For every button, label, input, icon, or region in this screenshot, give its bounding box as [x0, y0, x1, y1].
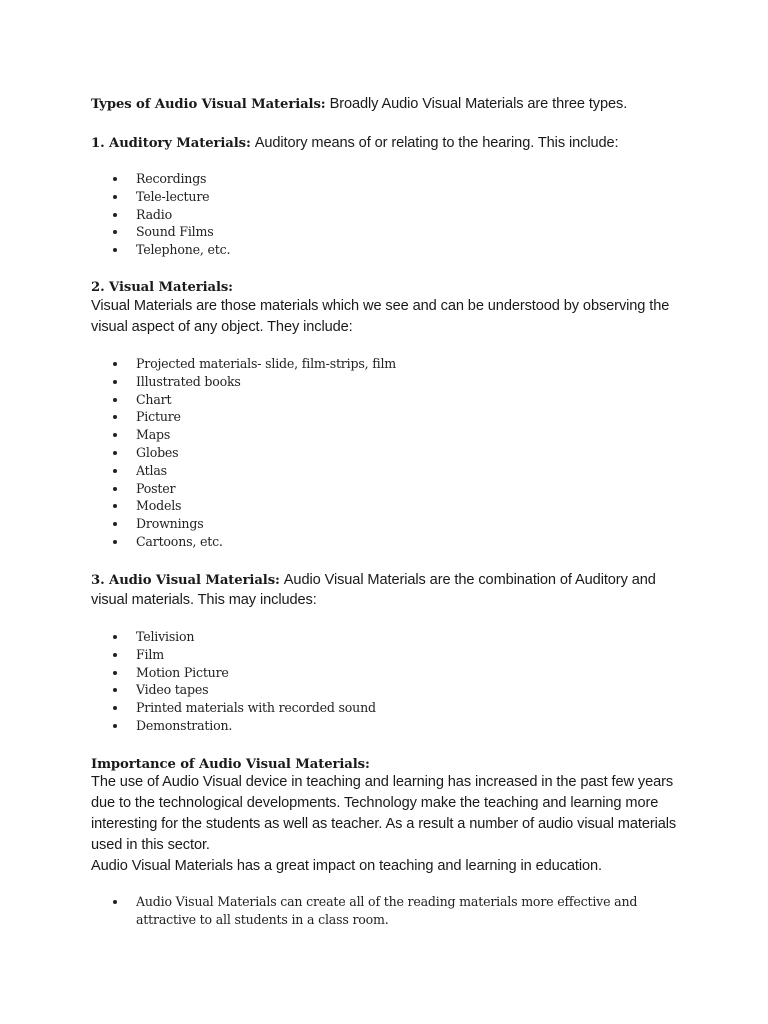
intro-line [91, 95, 627, 113]
bullet-icon [113, 487, 117, 491]
bullet-icon [113, 177, 117, 181]
bullet-icon [113, 688, 117, 692]
bullet-icon [113, 195, 117, 199]
list-item: Sound Films [91, 223, 651, 241]
bullet-icon [113, 671, 117, 675]
auditory-heading: 1. Auditory Materials: [91, 136, 251, 151]
auditory-text: Auditory means of or relating to the hearing. This include: [254, 135, 619, 151]
bullet-icon [113, 398, 117, 402]
intro-text: Broadly Audio Visual Materials are three types. [329, 96, 628, 112]
importance-paragraph-2: Audio Visual Materials has a great impact on teaching and learning in education. [91, 858, 602, 874]
list-item: Maps [91, 426, 651, 444]
bullet-icon [113, 380, 117, 384]
list-item: Projected materials- slide, film-strips, film [91, 355, 651, 373]
bullet-icon [113, 230, 117, 234]
audio-visual-list [91, 628, 651, 735]
bullet-icon [113, 415, 117, 419]
list-item: Tele-lecture [91, 188, 651, 206]
list-item: Illustrated books [91, 373, 651, 391]
auditory-list [91, 170, 651, 259]
list-item: Telivision [91, 628, 651, 646]
bullet-icon [113, 469, 117, 473]
audio-visual-line [91, 571, 656, 589]
list-item: Poster [91, 480, 651, 498]
visual-list [91, 355, 651, 551]
bullet-icon [113, 540, 117, 544]
bullet-icon [113, 653, 117, 657]
auditory-line [91, 134, 618, 152]
list-item: Video tapes [91, 681, 651, 699]
audio-visual-text-line1: Audio Visual Materials are the combination of Auditory and [283, 572, 656, 588]
importance-list [91, 893, 641, 929]
bullet-icon [113, 504, 117, 508]
bullet-icon [113, 522, 117, 526]
bullet-icon [113, 706, 117, 710]
bullet-icon [113, 213, 117, 217]
bullet-icon [113, 362, 117, 366]
bullet-icon [113, 248, 117, 252]
list-item: Audio Visual Materials can create all of the reading materials more effective and attractive to all students in a class room. [91, 893, 641, 929]
visual-description: Visual Materials are those materials which we see and can be understood by observing the visual aspect of any object. They include: [91, 298, 670, 335]
visual-heading: 2. Visual Materials: [91, 280, 233, 295]
list-item: Radio [91, 206, 651, 224]
list-item: Drownings [91, 515, 651, 533]
bullet-icon [113, 724, 117, 728]
bullet-icon [113, 900, 117, 904]
importance-paragraph-1: The use of Audio Visual device in teaching and learning has increased in the past few years due to the technological developments. Technology make the teaching and learning more interesting for the students as well as teacher. As a result a number of audio visual materials used in this sector. [91, 774, 677, 853]
list-item: Demonstration. [91, 717, 651, 735]
list-item: Motion Picture [91, 664, 651, 682]
importance-heading-line [91, 755, 370, 773]
audio-visual-heading: 3. Audio Visual Materials: [91, 573, 280, 588]
list-item: Models [91, 497, 651, 515]
bullet-icon [113, 635, 117, 639]
bullet-icon [113, 433, 117, 437]
list-item: Atlas [91, 462, 651, 480]
audio-visual-text-line2: visual materials. This may includes: [91, 592, 317, 608]
list-item: Recordings [91, 170, 651, 188]
list-item: Telephone, etc. [91, 241, 651, 259]
list-item: Cartoons, etc. [91, 533, 651, 551]
visual-heading-line [91, 278, 233, 296]
list-item: Chart [91, 391, 651, 409]
intro-heading: Types of Audio Visual Materials: [91, 97, 326, 112]
list-item: Film [91, 646, 651, 664]
list-item: Printed materials with recorded sound [91, 699, 651, 717]
list-item: Picture [91, 408, 651, 426]
bullet-icon [113, 451, 117, 455]
list-item: Globes [91, 444, 651, 462]
importance-heading: Importance of Audio Visual Materials: [91, 757, 370, 772]
